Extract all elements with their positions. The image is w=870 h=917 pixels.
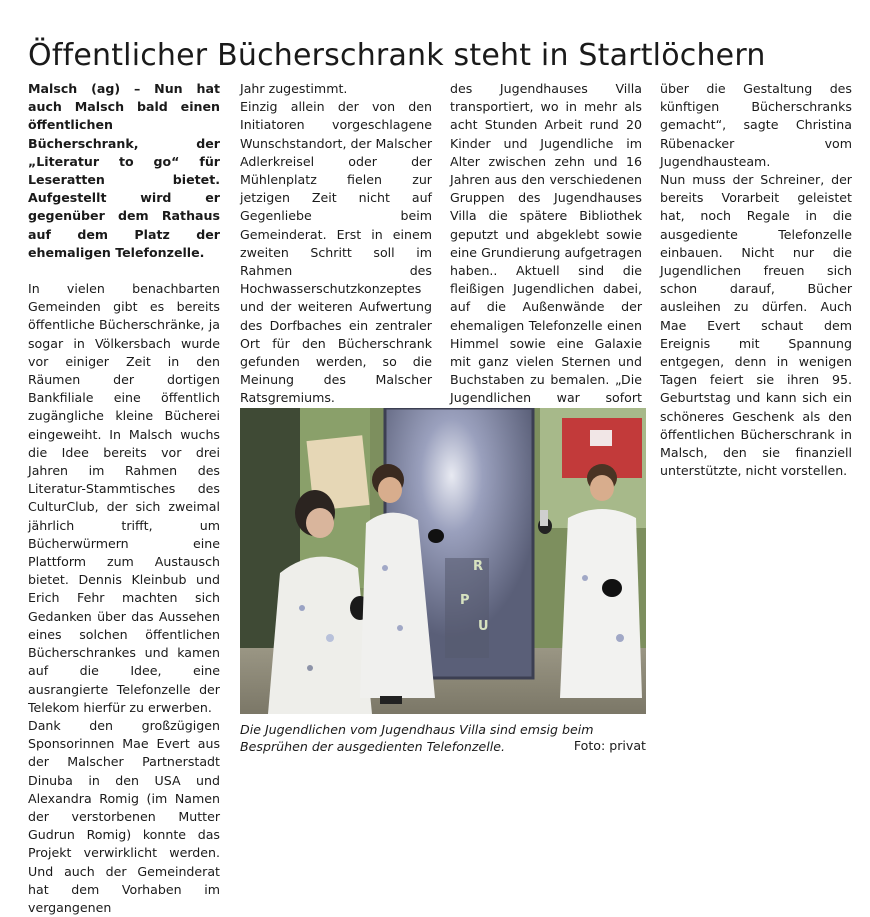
body-paragraph: Jahr zugestimmt. (240, 81, 348, 96)
box-letter: R (473, 559, 484, 574)
body-paragraph: Dank den großzügigen Sponsorinnen Mae Evert aus der Malscher Partnerstadt Dinuba in den USA und Alexandra Romig (im Namen der verstorbenen Mutter Gudrun Romig) konnte das Projekt verwirklicht werden. Und auch der Gemeinderat hat dem Vorhaben im vergangenen (28, 717, 220, 915)
text-column-4 (660, 80, 852, 480)
body-paragraph: über die Gestaltung des künftigen Bücherschranks gemacht“, sagte Christina Rübenacker vom Jugendhausteam. (660, 81, 852, 169)
caption-text: Die Jugendlichen vom Jugendhaus Villa sind emsig beim Besprühen der ausgedienten Telefonzelle. (240, 722, 594, 754)
headline: Öffentlicher Bücherschrank steht in Startlöchern (28, 38, 766, 74)
box-letter: U (478, 619, 489, 634)
text-column-1 (28, 80, 220, 917)
box-letter: P (460, 593, 470, 608)
body-paragraph: Einzig allein der von den Initiatoren vorgeschlagene Wunschstandort, der Malscher Adlerkreisel oder der Mühlenplatz fielen zur jetzigen Zeit nicht auf Gegenliebe beim Gemeinderat. Erst in einem zweiten Schritt soll im Rahmen des Hochwasserschutzkonzeptes und der weiteren Aufwertung des Dorfbaches ein zentraler Ort für den Bücherschrank gefunden werden, so die Meinung des Malscher Ratsgremiums. (240, 99, 432, 406)
photo-illustration (240, 408, 646, 714)
article-photo (240, 408, 646, 714)
photo-credit: Foto: privat (573, 738, 646, 753)
text-column-3 (450, 80, 642, 444)
body-paragraph: des Jugendhauses Villa transportiert, wo in mehr als acht Stunden Arbeit rund 20 Kinder und Jugendliche im Alter zwischen zehn und 16 Jahren aus den verschiedenen Gruppen des Jugendhauses Villa die spätere Bibliothek geputzt und abgeklebt sowie eine Grundierung aufgetragen haben.. Aktuell sind die fleißigen Jugendlichen dabei, auf die Außenwände der ehemaligen Telefonzelle einen Himmel sowie eine Galaxie mit ganz vielen Sternen und Buchstaben zu bemalen. „Die Jugendlichen war sofort (450, 81, 642, 406)
body-paragraph: In vielen benachbarten Gemeinden gibt es bereits öffentliche Bücherschränke, ja sogar in Völkersbach wurde vor einiger Zeit in den Räumen der dortigen Bankfiliale eine öffentlich zugängliche kleine Bücherei eingeweiht. In Malsch wuchs die Idee bereits vor drei Jahren im Rahmen des Literatur-Stammtisches des CulturClub, der sich zweimal jährlich trifft, um Bücherwürmern eine Plattform zum Austausch bietet. Dennis Kleinbub und Erich Fehr machten sich Gedanken über das Aussehen eines solchen öffentlichen Bücherschrankes und kamen auf die Idee, eine ausrangierte Telefonzelle der Telekom hierfür zu erwerben. (28, 281, 220, 715)
lead-paragraph: Malsch (ag) – Nun hat auch Malsch bald einen öffentlichen Bücherschrank, der „Literatur to go“ für Leseratten bietet. Aufgestellt wird er gegenüber dem Rathaus auf dem Platz der ehemaligen Telefonzelle. (28, 81, 220, 260)
body-paragraph: Nun muss der Schreiner, der bereits Vorarbeit geleistet hat, noch Regale in die ausgediente Telefonzelle einbauen. Nicht nur die Jugendlichen freuen sich schon darauf, Bücher ausleihen zu dürfen. Auch Mae Evert schaut dem Ereignis mit Spannung entgegen, denn in wenigen Tagen feiert sie ihren 95. Geburtstag und kann sich ein schöneres Geschenk als den öffentlichen Bücherschrank in Malsch, den sie finanziell unterstützte, nicht vorstellen. (660, 172, 852, 479)
building-window (590, 430, 612, 446)
